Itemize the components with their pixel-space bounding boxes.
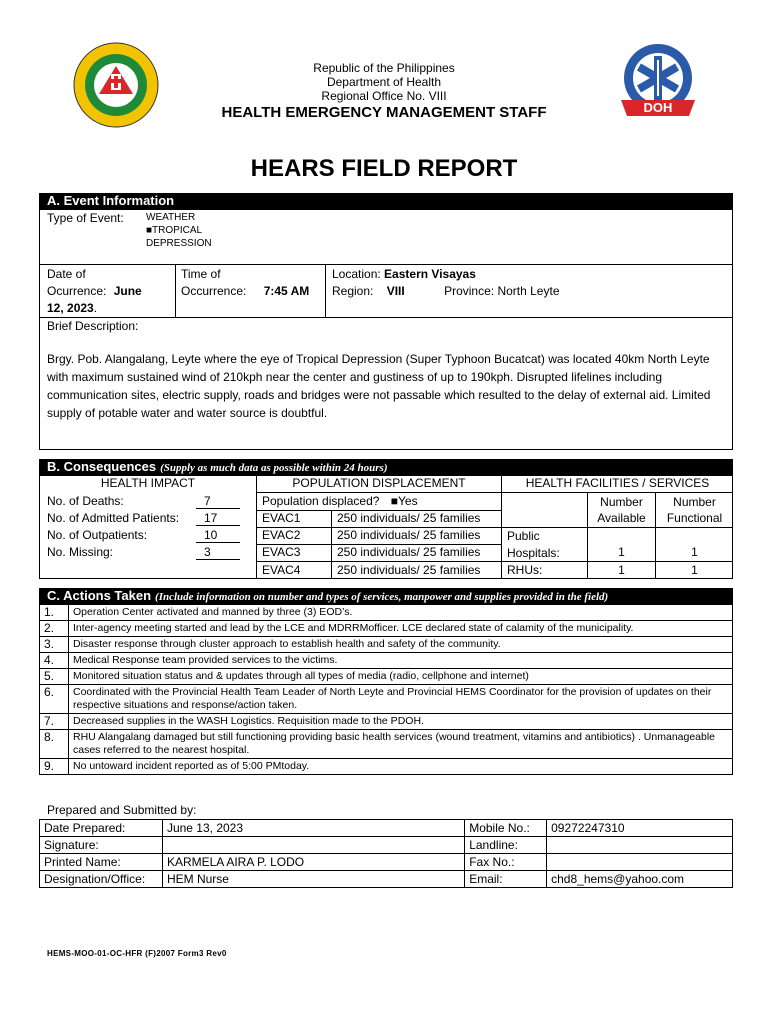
action-num: 1. bbox=[40, 605, 69, 621]
action-text: Inter-agency meeting started and lead by the LCE and MDRRMofficer. LCE declared state of calamity of the municipality. bbox=[69, 621, 733, 637]
province-value: North Leyte bbox=[497, 284, 560, 298]
number-functional-1: Number bbox=[673, 495, 716, 509]
table-row bbox=[40, 685, 733, 714]
table-row bbox=[40, 820, 733, 837]
province-label: Province: bbox=[444, 284, 495, 298]
number-available-header bbox=[588, 494, 655, 526]
page-title: HEARS FIELD REPORT bbox=[250, 155, 518, 182]
action-num: 5. bbox=[40, 669, 69, 685]
brief-description-label: Brief Description: bbox=[47, 319, 139, 333]
evac-name-4: EVAC4 bbox=[262, 563, 301, 577]
action-num: 8. bbox=[40, 730, 69, 759]
date-value-1: June bbox=[113, 284, 142, 298]
prepared-value: chd8_hems@yahoo.com bbox=[547, 871, 733, 888]
action-text: Disaster response through cluster approach to establish health and safety of the community. bbox=[69, 637, 733, 653]
action-text: Monitored situation status and & updates through all types of media (radio, cellphone and internet) bbox=[69, 669, 733, 685]
table-row bbox=[40, 730, 733, 759]
evac-value-1: 250 individuals/ 25 families bbox=[337, 511, 481, 525]
impact-label-missing: No. Missing: bbox=[47, 545, 114, 559]
action-num: 4. bbox=[40, 653, 69, 669]
section-b-heading-text: B. Consequences bbox=[47, 459, 157, 474]
prepared-table bbox=[39, 819, 733, 888]
region-label: Region: bbox=[332, 284, 374, 298]
table-row bbox=[40, 759, 733, 775]
prepared-label: Date Prepared: bbox=[40, 820, 163, 837]
table-row bbox=[40, 714, 733, 730]
action-num: 2. bbox=[40, 621, 69, 637]
row-divider bbox=[256, 492, 733, 493]
col-divider bbox=[175, 264, 176, 317]
action-num: 6. bbox=[40, 685, 69, 714]
action-num: 9. bbox=[40, 759, 69, 775]
evac-name-2: EVAC2 bbox=[262, 528, 301, 542]
table-row bbox=[40, 837, 733, 854]
public-functional: 1 bbox=[691, 545, 698, 559]
action-text: RHU Alangalang damaged but still functioning providing basic health services (wound treatment, vitamins and antibiotics) . Unmanageable cases referred to the nearest hospital. bbox=[69, 730, 733, 759]
displaced-question-text: Population displaced? bbox=[262, 494, 380, 508]
impact-value-admitted: 17 bbox=[196, 511, 240, 526]
type-option-weather: WEATHER bbox=[146, 212, 196, 223]
table-row bbox=[40, 605, 733, 621]
header-regional-office: Regional Office No. VIII bbox=[321, 89, 447, 103]
section-b-note: (Supply as much data as possible within 24 hours) bbox=[160, 462, 388, 474]
header-department: Department of Health bbox=[326, 75, 442, 89]
action-text: Medical Response team provided services to the victims. bbox=[69, 653, 733, 669]
location-value: Eastern Visayas bbox=[384, 267, 476, 281]
brief-description-text: Brgy. Pob. Alangalang, Leyte where the eye of Tropical Depression (Super Typhoon Bucatcat) was located 40km North Leyte with maximum sustained wind of 210kph near the center and gustiness of up to 190kph. Disrupted lifelines including communication sites, electric supply, roads and bridges were not passable which resulted to the delay of external aid. Limited supply of potable water and water source is doubtful. bbox=[47, 352, 711, 420]
location-block bbox=[332, 266, 560, 300]
action-text: Operation Center activated and manned by three (3) EOD’s. bbox=[69, 605, 733, 621]
public-hospitals-label bbox=[507, 528, 560, 562]
date-of-occurrence bbox=[47, 266, 142, 317]
section-b-heading bbox=[39, 459, 733, 475]
impact-value-missing: 3 bbox=[196, 545, 240, 560]
section-a-heading-text: A. Event Information bbox=[47, 193, 175, 208]
action-text: No untoward incident reported as of 5:00 PMtoday. bbox=[69, 759, 733, 775]
table-row bbox=[40, 871, 733, 888]
row-divider bbox=[39, 264, 733, 265]
population-displaced-question bbox=[262, 494, 418, 508]
row-divider bbox=[256, 527, 733, 528]
col-divider bbox=[325, 264, 326, 317]
type-option-tropical: ■TROPICAL bbox=[146, 225, 203, 236]
evac-value-2: 250 individuals/ 25 families bbox=[337, 528, 481, 542]
public-available: 1 bbox=[618, 545, 625, 559]
impact-label-outpatients: No. of Outpatients: bbox=[47, 528, 148, 542]
date-label-2: Ocurrence: bbox=[47, 284, 107, 298]
impact-label-deaths: No. of Deaths: bbox=[47, 494, 124, 508]
date-label-1: Date of bbox=[47, 267, 86, 281]
prepared-value: KARMELA AIRA P. LODO bbox=[162, 854, 464, 871]
prepared-value: 09272247310 bbox=[547, 820, 733, 837]
table-row bbox=[40, 854, 733, 871]
table-row bbox=[40, 637, 733, 653]
prepared-value: June 13, 2023 bbox=[162, 820, 464, 837]
prepared-value: HEM Nurse bbox=[162, 871, 464, 888]
action-num: 7. bbox=[40, 714, 69, 730]
impact-value-deaths: 7 bbox=[196, 494, 240, 509]
section-a-heading bbox=[39, 193, 733, 209]
date-value-2: 12, 2023 bbox=[47, 301, 94, 315]
evac-name-3: EVAC3 bbox=[262, 545, 301, 559]
section-c-heading bbox=[39, 588, 733, 604]
number-functional-header bbox=[656, 494, 733, 526]
prepared-label: Signature: bbox=[40, 837, 163, 854]
location-label: Location: bbox=[332, 267, 381, 281]
time-label-2: Occurrence: bbox=[181, 284, 247, 298]
public-label-2: Hospitals: bbox=[507, 546, 560, 560]
number-functional-2: Functional bbox=[666, 511, 723, 525]
header-republic: Republic of the Philippines bbox=[313, 61, 455, 75]
type-option-depression: DEPRESSION bbox=[146, 238, 212, 249]
time-value: 7:45 AM bbox=[263, 284, 310, 298]
time-label-1: Time of bbox=[181, 267, 221, 281]
action-num: 3. bbox=[40, 637, 69, 653]
prepared-heading: Prepared and Submitted by: bbox=[47, 803, 197, 817]
doh-banner-text: DOH bbox=[643, 100, 673, 115]
impact-label-admitted: No. of Admitted Patients: bbox=[47, 511, 180, 525]
action-text: Coordinated with the Provincial Health Team Leader of North Leyte and Provincial HEMS Coordinator for the provision of updates on their respective situations and response/action taken. bbox=[69, 685, 733, 714]
evac-value-3: 250 individuals/ 25 families bbox=[337, 545, 481, 559]
time-of-occurrence bbox=[181, 266, 309, 300]
evac-value-4: 250 individuals/ 25 families bbox=[337, 563, 481, 577]
rhus-functional: 1 bbox=[691, 563, 698, 577]
prepared-label: Email: bbox=[465, 871, 547, 888]
section-c-note: (Include information on number and types of services, manpower and supplies provided in the field) bbox=[155, 591, 609, 603]
population-displacement-header: POPULATION DISPLACEMENT bbox=[292, 476, 466, 490]
table-row bbox=[40, 669, 733, 685]
row-divider bbox=[39, 317, 733, 318]
prepared-label: Fax No.: bbox=[465, 854, 547, 871]
action-text: Decreased supplies in the WASH Logistics. Requisition made to the PDOH. bbox=[69, 714, 733, 730]
table-row bbox=[40, 621, 733, 637]
actions-table bbox=[39, 604, 733, 775]
row-divider bbox=[256, 561, 733, 562]
number-available-1: Number bbox=[600, 495, 643, 509]
header-staff: HEALTH EMERGENCY MANAGEMENT STAFF bbox=[221, 104, 547, 121]
prepared-label: Designation/Office: bbox=[40, 871, 163, 888]
type-of-event-label: Type of Event: bbox=[47, 211, 124, 225]
rhus-label: RHUs: bbox=[507, 563, 543, 577]
section-c-heading-text: C. Actions Taken bbox=[47, 588, 152, 603]
rhus-available: 1 bbox=[618, 563, 625, 577]
type-of-event-options bbox=[146, 211, 212, 250]
date-period: . bbox=[93, 301, 98, 315]
prepared-value bbox=[547, 837, 733, 854]
prepared-label: Printed Name: bbox=[40, 854, 163, 871]
prepared-label: Landline: bbox=[465, 837, 547, 854]
table-row bbox=[40, 653, 733, 669]
health-facilities-header: HEALTH FACILITIES / SERVICES bbox=[525, 476, 710, 490]
prepared-value bbox=[547, 854, 733, 871]
public-label-1: Public bbox=[507, 529, 540, 543]
number-available-2: Available bbox=[597, 511, 646, 525]
form-code-footer: HEMS-MOO-01-OC-HFR (F)2007 Form3 Rev0 bbox=[47, 949, 227, 958]
prepared-label: Mobile No.: bbox=[465, 820, 547, 837]
region-value: VIII bbox=[386, 284, 405, 298]
health-impact-header: HEALTH IMPACT bbox=[100, 476, 196, 490]
evac-name-1: EVAC1 bbox=[262, 511, 301, 525]
displaced-answer: ■Yes bbox=[390, 494, 418, 508]
impact-value-outpatients: 10 bbox=[196, 528, 240, 543]
prepared-value bbox=[162, 837, 464, 854]
